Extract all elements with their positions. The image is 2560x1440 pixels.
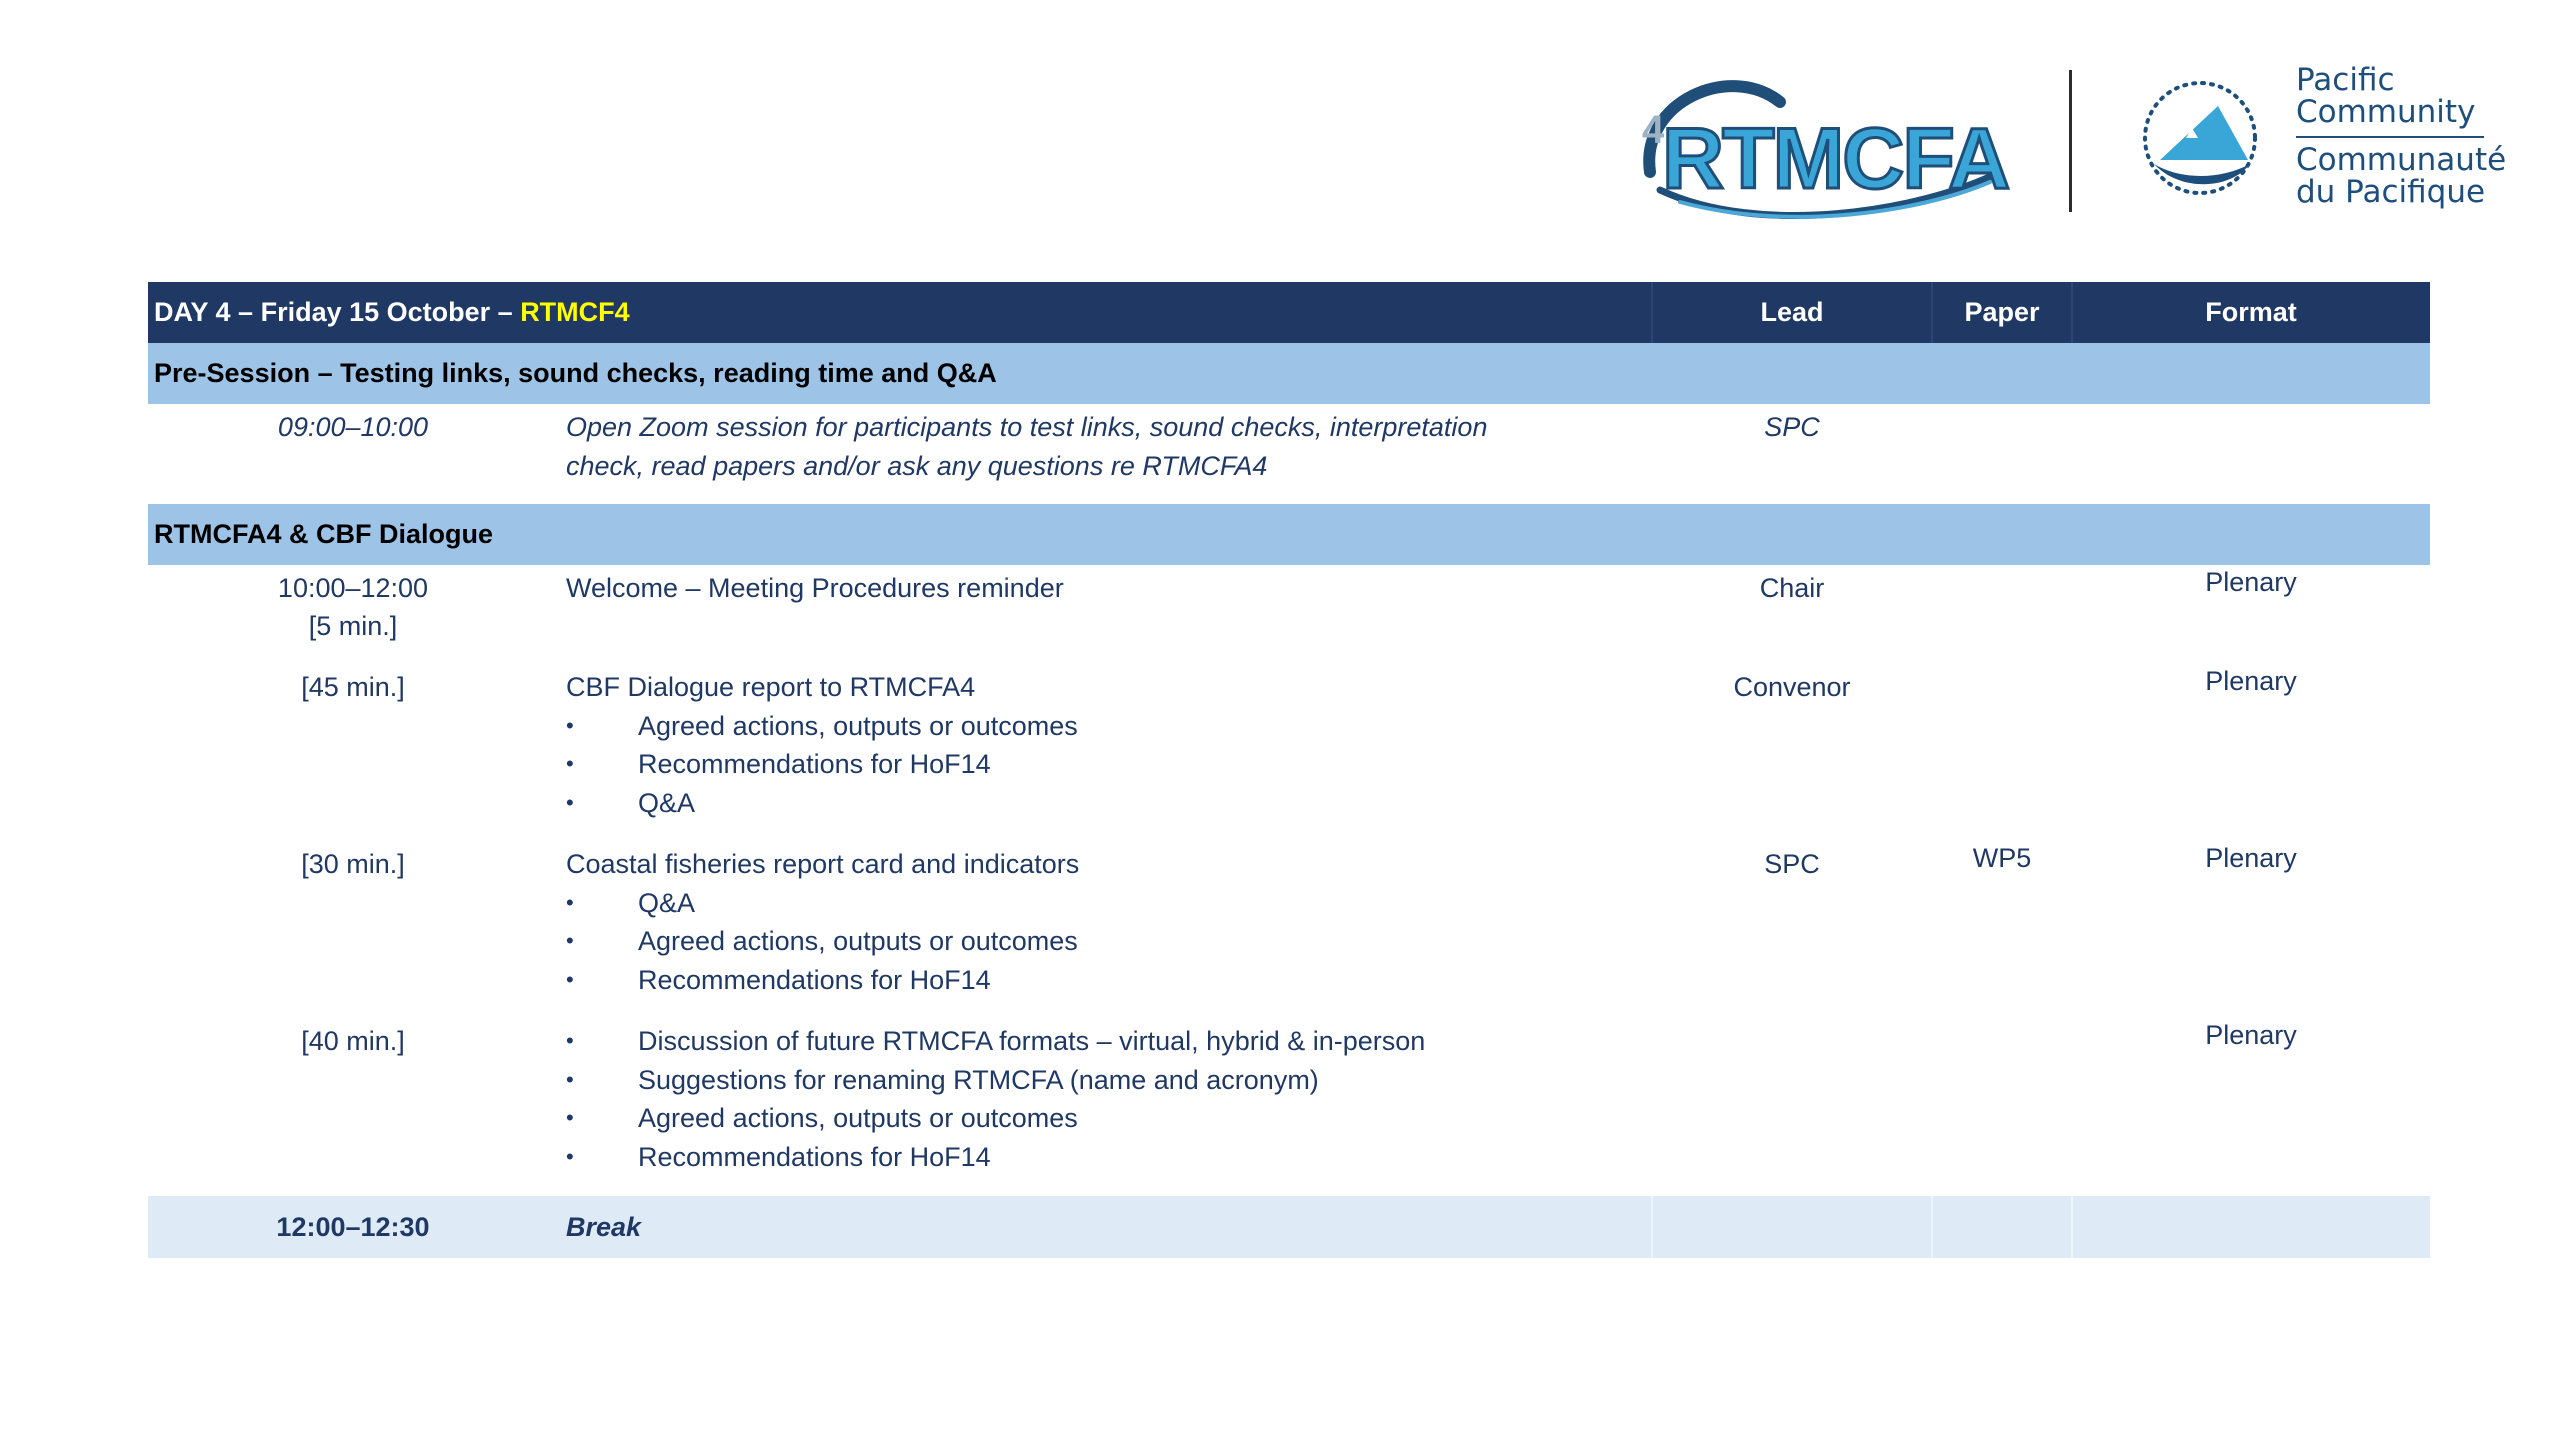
agenda-table (148, 282, 2430, 1258)
table-row (148, 664, 2430, 841)
spc-line-community: Community (2296, 94, 2476, 130)
break-row (148, 1196, 2430, 1258)
row-time: 09:00–10:00 (277, 412, 429, 442)
row-format: Plenary (2205, 1020, 2297, 1050)
list-item: • Agreed actions, outputs or outcomes (566, 710, 1078, 741)
section-title: RTMCFA4 & CBF Dialogue (154, 519, 494, 549)
row-description: Coastal fisheries report card and indicators • Q&A • Agreed actions, outputs or outcomes • Recommendations for HoF14 (566, 845, 1646, 999)
list-item: • Q&A (566, 787, 696, 818)
row-time: [30 min.] (301, 849, 405, 879)
rtmcfa-logo-number: 4 (1642, 108, 1665, 152)
table-row (148, 1018, 2430, 1196)
section-title: Pre-Session – Testing links, sound checks, reading time and Q&A (154, 358, 997, 388)
spc-emblem (2140, 68, 2260, 208)
row-format: Plenary (2205, 567, 2297, 597)
table-row (148, 841, 2430, 1018)
row-lead: Convenor (1733, 672, 1851, 702)
table-row (148, 404, 2430, 504)
rtmcfa-logo (1620, 62, 2010, 222)
row-time: [45 min.] (301, 672, 405, 702)
spc-line-du-pacifique: du Pacifique (2296, 174, 2486, 210)
logo-divider (2069, 70, 2072, 212)
row-format: Plenary (2205, 843, 2297, 873)
list-item: • Recommendations for HoF14 (566, 964, 991, 995)
row-paper: WP5 (1972, 843, 2032, 873)
rtmcfa-logo-text: RTMCFA (1662, 111, 2009, 207)
break-label: Break (566, 1212, 642, 1242)
row-lead: Chair (1759, 573, 1825, 603)
list-item: • Discussion of future RTMCFA formats – virtual, hybrid & in-person (566, 1026, 1426, 1056)
list-item: • Recommendations for HoF14 (566, 1141, 991, 1172)
row-lead: SPC (1764, 849, 1820, 879)
list-item: • Agreed actions, outputs or outcomes (566, 1103, 1078, 1133)
list-item: • Agreed actions, outputs or outcomes (566, 926, 1078, 956)
row-time: 10:00–12:00 [5 min.] (277, 573, 429, 641)
header-format: Format (2205, 297, 2297, 327)
spc-rule (2296, 136, 2484, 138)
table-header (148, 282, 2430, 343)
row-lead: SPC (1764, 412, 1820, 442)
table-row (148, 565, 2430, 664)
list-item: • Suggestions for renaming RTMCFA (name and acronym) (566, 1064, 1319, 1095)
list-item: • Recommendations for HoF14 (566, 749, 991, 779)
row-time: [40 min.] (301, 1026, 405, 1056)
section-header (148, 504, 2430, 565)
header-paper: Paper (1964, 297, 2040, 327)
row-description (566, 1022, 1646, 1176)
spc-line-communaute: Communauté (2296, 142, 2507, 178)
day-title-highlight: RTMCF4 (520, 297, 630, 327)
break-time: 12:00–12:30 (276, 1212, 430, 1242)
header-lead: Lead (1760, 297, 1824, 327)
spc-line-pacific: Pacific (2296, 62, 2395, 98)
spc-sail-icon (2140, 68, 2260, 208)
section-header (148, 343, 2430, 404)
row-description: Open Zoom session for participants to test links, sound checks, interpretation check, read papers and/or ask any questions re RTMCFA4 (566, 412, 1488, 481)
row-description: Welcome – Meeting Procedures reminder (566, 573, 1064, 603)
list-item: • Q&A (566, 887, 696, 918)
day-title: DAY 4 – Friday 15 October – RTMCF4 (154, 297, 630, 327)
row-format: Plenary (2205, 666, 2297, 696)
row-description: CBF Dialogue report to RTMCFA4 • Agreed actions, outputs or outcomes • Recommendations for HoF14 • Q&A (566, 668, 1646, 822)
spc-wordmark (2296, 64, 2506, 208)
